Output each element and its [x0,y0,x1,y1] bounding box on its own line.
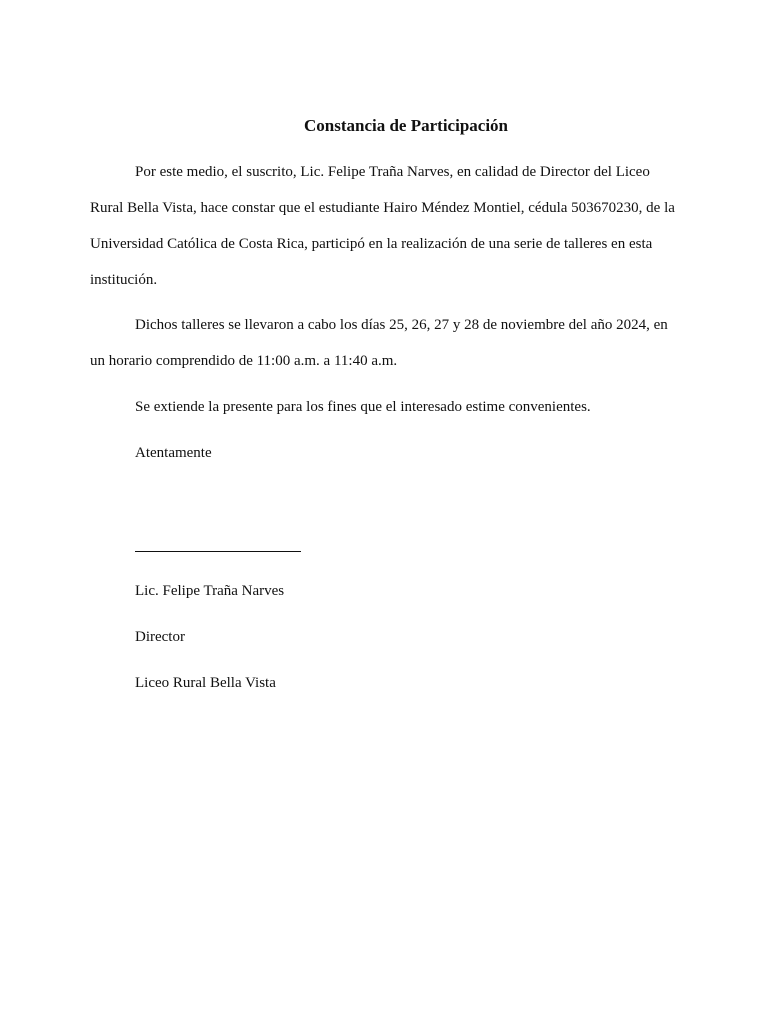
signatory-name: Lic. Felipe Traña Narves [135,583,285,599]
signatory-title: Director [135,629,185,645]
signatory-institution: Liceo Rural Bella Vista [135,675,276,691]
signature-line [135,551,301,552]
document-title: Constancia de Participación [304,116,508,135]
paragraph-dates: Dichos talleres se llevaron a cabo los días 25, 26, 27 y 28 de noviembre del año 2024, en un horario comprendido de 11:00 a.m. a 11:40 a.m. [90,317,668,369]
paragraph-purpose: Se extiende la presente para los fines que el interesado estime convenientes. [135,399,591,415]
closing-text: Atentamente [135,445,212,461]
paragraph-certification: Por este medio, el suscrito, Lic. Felipe Traña Narves, en calidad de Director del Liceo Rural Bella Vista, hace constar que el estudiante Hairo Méndez Montiel, cédula 503670230, de la Universidad Católica de Costa Rica, participó en la realización de una serie de talleres en esta institución. [90,164,675,288]
